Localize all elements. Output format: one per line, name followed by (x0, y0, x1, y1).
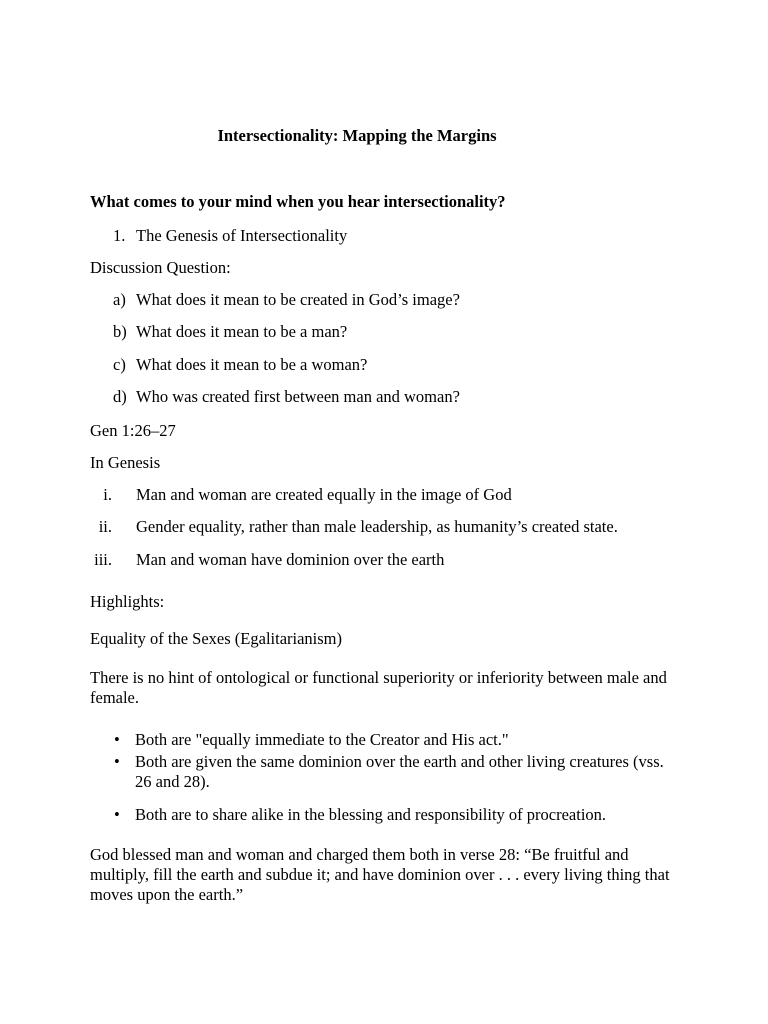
list-item: What does it mean to be a man? (136, 322, 348, 341)
discussion-label: Discussion Question: (90, 258, 231, 277)
list-item: Both are given the same dominion over the earth and other living creatures (vss. 26 and 28). (135, 752, 664, 791)
numbered-heading: The Genesis of Intersectionality (136, 226, 348, 245)
body-paragraph: There is no hint of ontological or functional superiority or inferiority between male and female. (90, 668, 667, 707)
closing-paragraph: God blessed man and woman and charged them both in verse 28: “Be fruitful and multiply, fill the earth and subdue it; and have dominion over . . . every living thing that moves upon the earth.” (90, 845, 670, 904)
section-label: In Genesis (90, 453, 161, 472)
list-item-marker: d) (113, 387, 127, 406)
list-item: Who was created first between man and woman? (136, 387, 460, 406)
list-item: Man and woman are created equally in the image of God (136, 485, 512, 504)
list-item-marker: c) (113, 355, 126, 374)
bullet-icon: • (114, 805, 120, 824)
list-item-marker: a) (113, 290, 126, 309)
list-item-marker: b) (113, 322, 127, 341)
document-title: Intersectionality: Mapping the Margins (217, 126, 497, 145)
list-item-marker: ii. (98, 517, 112, 536)
list-item: Man and woman have dominion over the earth (136, 550, 445, 569)
list-item: What does it mean to be a woman? (136, 355, 368, 374)
section-heading: Equality of the Sexes (Egalitarianism) (90, 629, 343, 648)
scripture-reference: Gen 1:26–27 (90, 421, 176, 440)
list-item: Both are to share alike in the blessing and responsibility of procreation. (135, 805, 607, 824)
list-item-marker: i. (103, 485, 112, 504)
bullet-icon: • (114, 730, 120, 749)
numbered-marker: 1. (113, 226, 126, 245)
list-item: Both are "equally immediate to the Creator and His act." (135, 730, 509, 749)
intro-question: What comes to your mind when you hear intersectionality? (90, 192, 506, 211)
list-item-marker: iii. (94, 550, 112, 569)
highlights-label: Highlights: (90, 592, 165, 611)
list-item: What does it mean to be created in God’s image? (136, 290, 460, 309)
bullet-icon: • (114, 752, 120, 771)
list-item: Gender equality, rather than male leadership, as humanity’s created state. (136, 517, 618, 536)
